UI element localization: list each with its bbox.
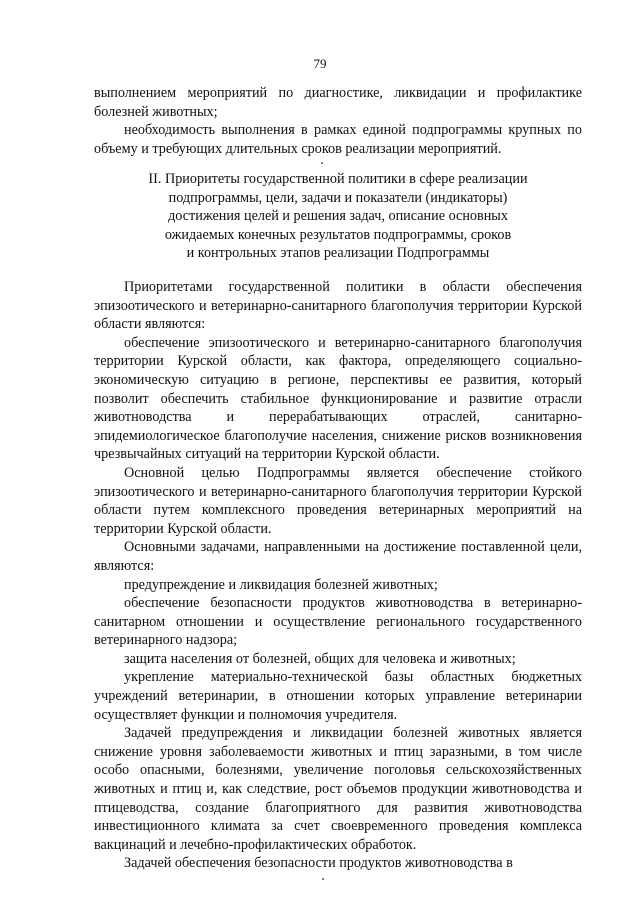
paragraph: Основными задачами, направленными на достижение поставленной цели, являются: — [94, 539, 582, 574]
heading-line: и контрольных этапов реализации Подпрограммы — [186, 245, 490, 262]
paragraph: необходимость выполнения в рамках единой подпрограммы крупных по объему и требующих длительных сроков реализации мероприятий. — [94, 122, 582, 157]
body-text-block — [94, 278, 582, 873]
heading-line: подпрограммы, цели, задачи и показатели (индикаторы) — [168, 189, 508, 206]
scan-speck — [321, 162, 323, 164]
heading-line: достижения целей и решения задач, описание основных — [168, 208, 508, 225]
scan-speck — [322, 878, 324, 880]
paragraph: обеспечение безопасности продуктов животноводства в ветеринарно-санитарном отношении и осуществление регионального государственного ветеринарного надзора; — [94, 595, 582, 649]
section-heading — [94, 170, 582, 263]
paragraph: предупреждение и ликвидация болезней животных; — [124, 576, 438, 593]
heading-line: II. Приоритеты государственной политики в сфере реализации — [148, 171, 528, 187]
heading-line: ожидаемых конечных результатов подпрограммы, сроков — [164, 226, 512, 243]
page-number: 79 — [313, 56, 327, 71]
paragraph: Приоритетами государственной политики в области обеспечения эпизоотического и ветеринарно-санитарного благополучия территории Курской области являются: — [94, 279, 582, 333]
paragraph: Задачей предупреждения и ликвидации болезней животных является снижение уровня заболеваемости животных и птиц заразными, в том числе особо опасными, болезнями, увеличение поголовья сельскохозяйственных животных и птиц и, как следствие, рост объемов продукции животноводства и птицеводства, создание благоприятного для развития животноводства инвестиционного климата за счет своевременного проведения комплекса вакцинаций и лечебно-профилактических обработок. — [94, 725, 582, 853]
paragraph: Задачей обеспечения безопасности продуктов животноводства в — [124, 855, 513, 872]
paragraph: защита населения от болезней, общих для человека и животных; — [124, 650, 516, 667]
paragraph: укрепление материально-технической базы областных бюджетных учреждений ветеринарии, в отношении которых управление ветеринарии осуществляет функции и полномочия учредителя. — [94, 669, 582, 723]
paragraph: Основной целью Подпрограммы является обеспечение стойкого эпизоотического и ветеринарно-санитарного благополучия территории Курской области путем комплексного проведения ветеринарных мероприятий на территории Курской области. — [94, 464, 582, 537]
paragraph: обеспечение эпизоотического и ветеринарно-санитарного благополучия территории Курской области, как фактора, определяющего социально-экономическую ситуацию в регионе, перспективы ее развития, который позволит обеспечить стабильное функционирование и развитие отрасли животноводства и перерабатывающих отраслей, санитарно-эпидемиологическое благополучие населения, снижение рисков возникновения чрезвычайных ситуаций на территории Курской области. — [94, 334, 582, 463]
paragraph: выполнением мероприятий по диагностике, ликвидации и профилактике болезней животных; — [94, 85, 582, 120]
top-text-block — [94, 84, 582, 158]
